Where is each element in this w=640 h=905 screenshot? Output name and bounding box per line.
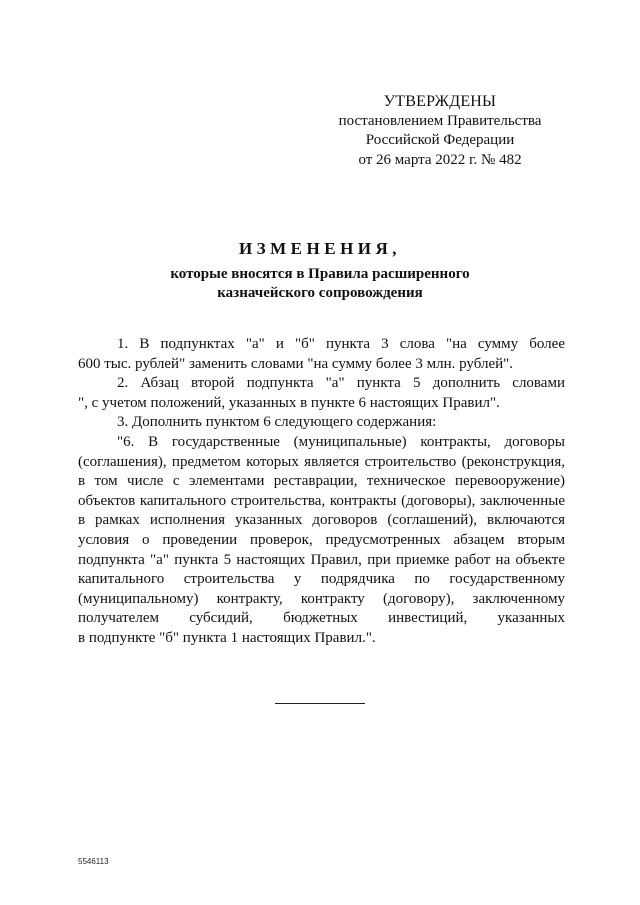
paragraph-4-line: (муниципальному) контракту, контракту (договору), заключенному	[78, 590, 565, 607]
paragraph-4-line: получателем субсидий, бюджетных инвестиций, указанных	[78, 610, 565, 627]
paragraph-4-line: в подпункте "б" пункта 1 настоящих Правил.".	[78, 629, 376, 646]
paragraph-4-line: условия о проведении проверок, предусмотренных абзацем вторым	[78, 531, 565, 548]
document-subtitle	[0, 265, 640, 302]
paragraph-1	[78, 335, 565, 374]
document-title: ИЗМЕНЕНИЯ,	[238, 239, 402, 258]
paragraph-3	[78, 413, 565, 433]
paragraph-4-line: (соглашения), предметом которых является строительство (реконструкция,	[78, 453, 565, 470]
paragraph-4-line: объектов капитального строительства, контракты (договоры), заключенные	[78, 492, 565, 509]
paragraph-2-line: 2. Абзац второй подпункта "а" пункта 5 дополнить словами	[117, 375, 565, 392]
separator-line	[275, 703, 365, 704]
paragraph-4	[78, 433, 565, 649]
approval-block	[320, 92, 560, 170]
paragraph-4-line: в том числе с элементами реставрации, техническое перевооружение)	[78, 473, 565, 490]
document-body	[78, 335, 565, 649]
approval-line-3: от 26 марта 2022 г. № 482	[358, 151, 522, 168]
paragraph-4-line: в рамках исполнения указанных договоров (соглашений), включаются	[78, 512, 565, 529]
paragraph-2	[78, 374, 565, 413]
paragraph-1-line: 600 тыс. рублей" заменить словами "на сумму более 3 млн. рублей".	[78, 355, 514, 372]
subtitle-line-2: казначейского сопровождения	[217, 284, 423, 301]
paragraph-2-line: ", с учетом положений, указанных в пункте 6 настоящих Правил".	[78, 394, 500, 411]
approval-line-1: постановлением Правительства	[338, 112, 542, 129]
approval-line-2: Российской Федерации	[365, 132, 515, 148]
paragraph-4-line: "6. В государственные (муниципальные) контракты, договоры	[117, 433, 565, 450]
footer-code: 5546113	[78, 857, 109, 866]
paragraph-4-line: капитального строительства у подрядчика по государственному	[78, 571, 565, 588]
paragraph-4-line: подпункта "а" пункта 5 настоящих Правил, при приемке работ на объекте	[78, 551, 565, 568]
subtitle-line-1: которые вносятся в Правила расширенного	[170, 266, 470, 282]
approval-title: УТВЕРЖДЕНЫ	[383, 93, 497, 110]
paragraph-3-line: 3. Дополнить пунктом 6 следующего содержания:	[117, 414, 437, 431]
paragraph-1-line: 1. В подпунктах "а" и "б" пункта 3 слова "на сумму более	[117, 336, 565, 352]
